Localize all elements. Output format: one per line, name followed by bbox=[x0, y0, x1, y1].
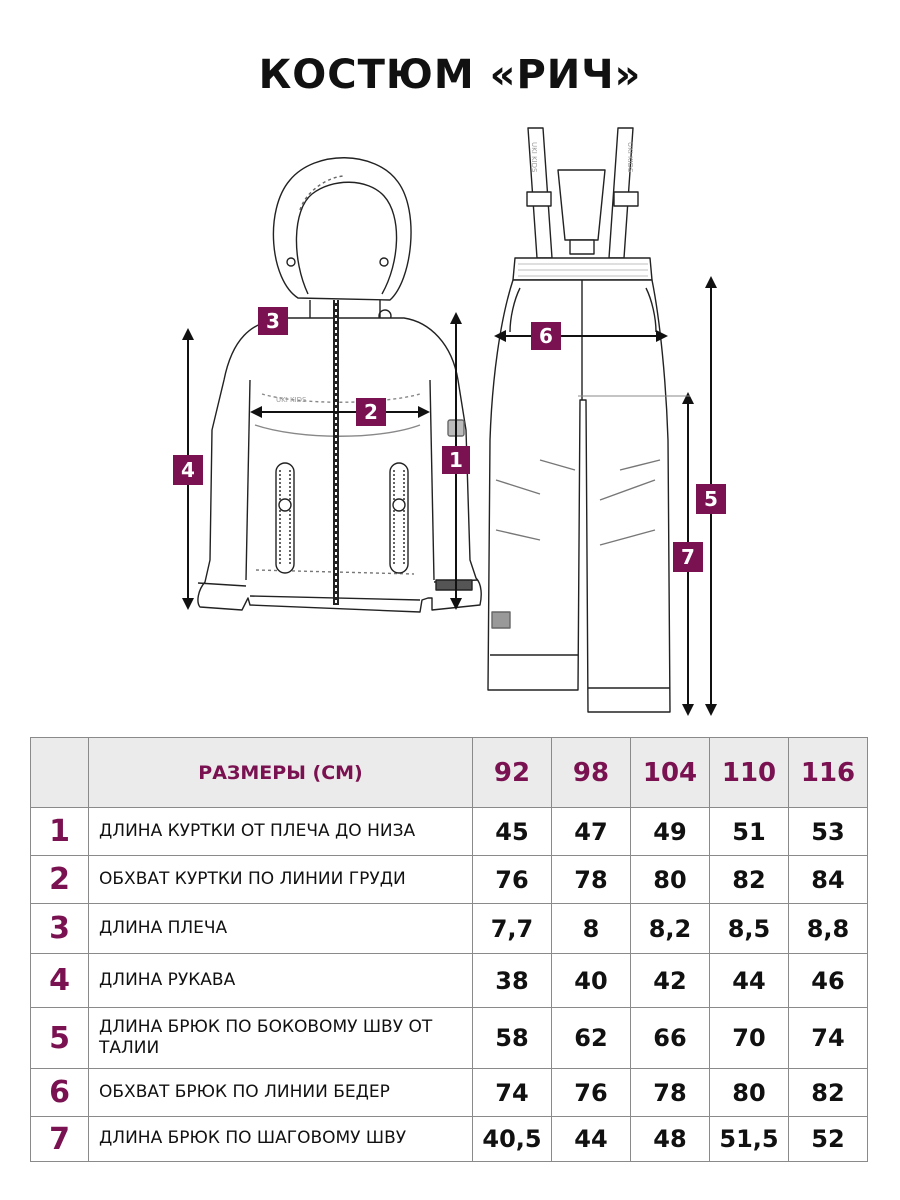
badge-1 bbox=[442, 446, 470, 474]
row-label: ДЛИНА БРЮК ПО БОКОВОМУ ШВУ ОТ ТАЛИИ bbox=[89, 1008, 473, 1069]
row-value: 44 bbox=[710, 954, 789, 1008]
row-value: 47 bbox=[552, 808, 631, 856]
badge-5 bbox=[696, 484, 726, 514]
row-value: 82 bbox=[789, 1069, 868, 1117]
row-number: 6 bbox=[31, 1069, 89, 1117]
row-value: 45 bbox=[473, 808, 552, 856]
table-row bbox=[31, 904, 868, 954]
pants-legs bbox=[488, 280, 670, 712]
badge-6 bbox=[531, 322, 561, 350]
row-number: 7 bbox=[31, 1117, 89, 1162]
row-value: 40,5 bbox=[473, 1117, 552, 1162]
size-header: 92 bbox=[473, 738, 552, 808]
badge-4 bbox=[173, 455, 203, 485]
row-value: 82 bbox=[710, 856, 789, 904]
size-header: 98 bbox=[552, 738, 631, 808]
row-label: ОБХВАТ БРЮК ПО ЛИНИИ БЕДЕР bbox=[89, 1069, 473, 1117]
table-row bbox=[31, 808, 868, 856]
row-value: 38 bbox=[473, 954, 552, 1008]
row-value: 8 bbox=[552, 904, 631, 954]
row-value: 48 bbox=[631, 1117, 710, 1162]
row-value: 74 bbox=[789, 1008, 868, 1069]
badge-7 bbox=[673, 542, 703, 572]
row-value: 52 bbox=[789, 1117, 868, 1162]
table-row bbox=[31, 1008, 868, 1069]
svg-text:7: 7 bbox=[681, 545, 695, 569]
table-row bbox=[31, 954, 868, 1008]
row-label: ДЛИНА РУКАВА bbox=[89, 954, 473, 1008]
row-number: 5 bbox=[31, 1008, 89, 1069]
svg-text:3: 3 bbox=[266, 309, 280, 333]
jacket-body bbox=[198, 318, 481, 612]
row-value: 84 bbox=[789, 856, 868, 904]
row-value: 80 bbox=[710, 1069, 789, 1117]
size-table bbox=[30, 737, 868, 1162]
svg-text:2: 2 bbox=[364, 400, 378, 424]
svg-text:4: 4 bbox=[181, 458, 195, 482]
table-row bbox=[31, 856, 868, 904]
row-value: 80 bbox=[631, 856, 710, 904]
row-value: 8,5 bbox=[710, 904, 789, 954]
page-title: КОСТЮМ «РИЧ» bbox=[258, 52, 642, 98]
row-value: 74 bbox=[473, 1069, 552, 1117]
row-number: 4 bbox=[31, 954, 89, 1008]
row-value: 44 bbox=[552, 1117, 631, 1162]
row-value: 62 bbox=[552, 1008, 631, 1069]
badge-3 bbox=[258, 307, 288, 335]
row-value: 51 bbox=[710, 808, 789, 856]
table-header-row bbox=[31, 738, 868, 808]
jacket-brand-text: UKI KIDS bbox=[276, 396, 307, 404]
badge-2 bbox=[356, 398, 386, 426]
svg-text:6: 6 bbox=[539, 324, 553, 348]
suit-illustration bbox=[0, 110, 900, 730]
row-value: 70 bbox=[710, 1008, 789, 1069]
svg-text:5: 5 bbox=[704, 487, 718, 511]
table-row bbox=[31, 1117, 868, 1162]
row-value: 46 bbox=[789, 954, 868, 1008]
jacket-drawing bbox=[198, 158, 481, 612]
size-header: 116 bbox=[789, 738, 868, 808]
row-value: 51,5 bbox=[710, 1117, 789, 1162]
size-header: 104 bbox=[631, 738, 710, 808]
row-label: ОБХВАТ КУРТКИ ПО ЛИНИИ ГРУДИ bbox=[89, 856, 473, 904]
suspender-right-brand-text: UKI KIDS bbox=[626, 142, 634, 173]
table-corner-cell bbox=[31, 738, 89, 808]
size-header: 110 bbox=[710, 738, 789, 808]
svg-text:1: 1 bbox=[449, 448, 463, 472]
row-label: ДЛИНА КУРТКИ ОТ ПЛЕЧА ДО НИЗА bbox=[89, 808, 473, 856]
row-value: 53 bbox=[789, 808, 868, 856]
row-number: 3 bbox=[31, 904, 89, 954]
row-value: 7,7 bbox=[473, 904, 552, 954]
pants-drawing bbox=[488, 128, 670, 712]
jacket-hood bbox=[273, 158, 411, 300]
table-header-label: РАЗМЕРЫ (СМ) bbox=[89, 738, 473, 808]
row-value: 40 bbox=[552, 954, 631, 1008]
row-label: ДЛИНА ПЛЕЧА bbox=[89, 904, 473, 954]
row-value: 58 bbox=[473, 1008, 552, 1069]
table-row bbox=[31, 1069, 868, 1117]
row-number: 2 bbox=[31, 856, 89, 904]
row-label: ДЛИНА БРЮК ПО ШАГОВОМУ ШВУ bbox=[89, 1117, 473, 1162]
row-number: 1 bbox=[31, 808, 89, 856]
row-value: 8,2 bbox=[631, 904, 710, 954]
row-value: 66 bbox=[631, 1008, 710, 1069]
row-value: 78 bbox=[631, 1069, 710, 1117]
row-value: 78 bbox=[552, 856, 631, 904]
row-value: 76 bbox=[552, 1069, 631, 1117]
row-value: 42 bbox=[631, 954, 710, 1008]
row-value: 49 bbox=[631, 808, 710, 856]
row-value: 76 bbox=[473, 856, 552, 904]
suspender-left-brand-text: UKI KIDS bbox=[530, 142, 538, 173]
row-value: 8,8 bbox=[789, 904, 868, 954]
